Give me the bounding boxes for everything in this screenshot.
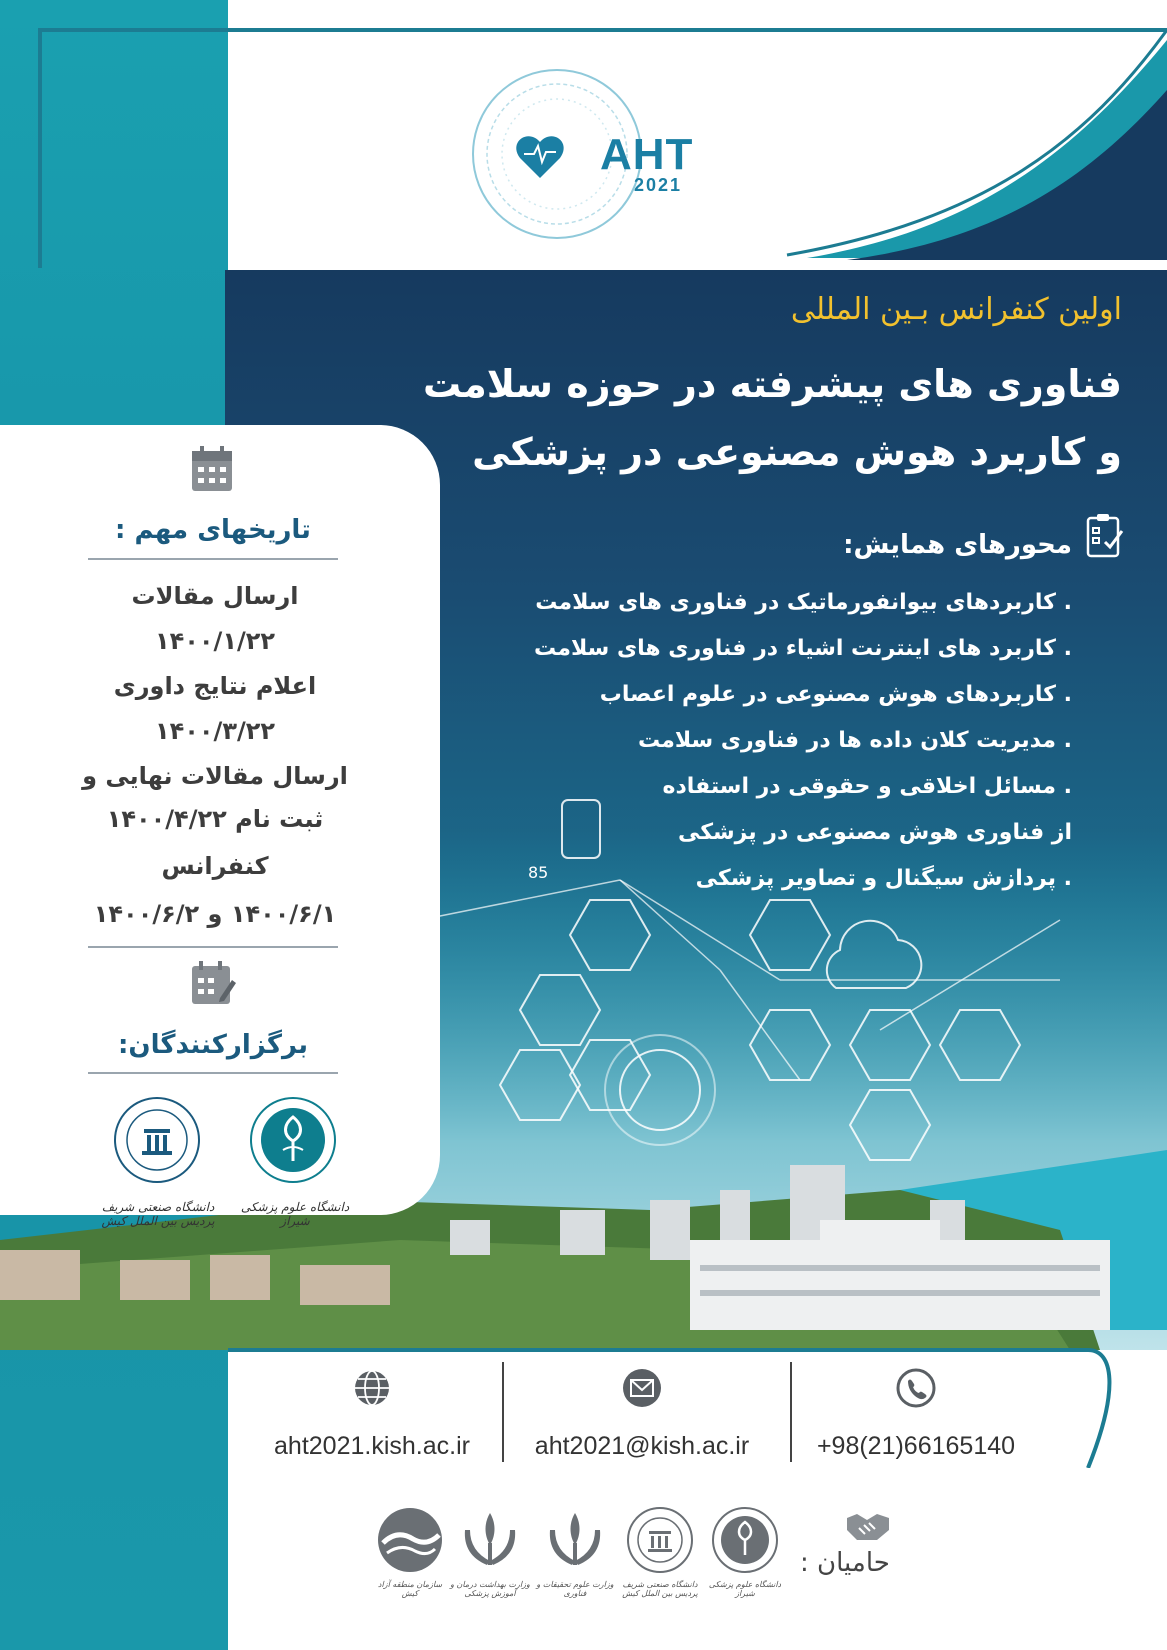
divider [88,558,338,560]
calendar-icon [190,445,234,493]
shiraz-caption: دانشگاه علوم پزشکی شیراز [240,1200,350,1228]
science-ministry-emblem [540,1505,610,1575]
shiraz-medical-university-logo [710,1505,780,1575]
date-label: ارسال مقالات نهایی و [82,762,348,790]
logo-title: AHT [600,130,694,179]
phone-icon [896,1368,936,1408]
dates-heading: تاریخهای مهم : [115,515,311,545]
health-ministry-emblem [455,1505,525,1575]
date-value: ثبت نام ۱۴۰۰/۴/۲۲ [106,805,324,833]
calendar-edit-icon [190,960,236,1006]
topic-item: . مسائل اخلاقی و حقوقی در استفاده [662,774,1072,799]
shiraz-medical-university-logo [248,1095,338,1185]
topic-item: از فناوری هوش مصنوعی در پزشکی [677,820,1072,845]
topic-item: . کاربردهای بیوانفورماتیک در فناوری های سلامت [535,590,1072,615]
handshake-icon [845,1510,891,1544]
phone-number: +98(21)66165140 [816,1432,1016,1460]
divider [88,1072,338,1074]
conference-title-line1: فناوری های پیشرفته در حوزه سلامت [423,362,1122,406]
topic-item: . کاربردهای هوش مصنوعی در علوم اعصاب [599,682,1072,707]
divider [502,1362,504,1462]
sharif-university-logo [625,1505,695,1575]
mail-icon [622,1368,662,1408]
clipboard-checklist-icon [1085,512,1125,558]
email-link[interactable]: aht2021@kish.ac.ir [534,1432,750,1460]
sharif-university-logo [112,1095,202,1185]
conference-title-line2: و کاربرد هوش مصنوعی در پزشکی [472,430,1122,474]
date-value: ۱۴۰۰/۱/۲۲ [154,627,276,655]
sponsor-caption: وزارت علوم تحقیقات و فناوری [536,1580,614,1598]
left-border-line [38,28,42,268]
topics-list [372,580,1072,902]
topic-item: . کاربرد های اینترنت اشیاء در فناوری های سلامت [534,636,1072,661]
topic-item: . مدیریت کلان داده ها در فناوری سلامت [637,728,1072,753]
divider [88,946,338,948]
organizers-heading: برگزارکنندگان: [118,1030,308,1060]
conference-subtitle: اولین کنفرانس بـین المللی [790,292,1122,327]
date-value: ۱۴۰۰/۶/۱ و ۱۴۰۰/۶/۲ [93,900,337,928]
sponsors-label: حامیان : [800,1548,890,1578]
globe-icon [352,1368,392,1408]
date-label: ارسال مقالات [131,582,299,610]
website-link[interactable]: aht2021.kish.ac.ir [274,1432,470,1460]
date-value: ۱۴۰۰/۳/۲۲ [154,717,276,745]
kish-free-zone-logo [375,1505,445,1575]
sponsor-caption: وزارت بهداشت درمان و آموزش پزشکی [450,1580,530,1598]
svg-text:85: 85 [528,863,549,882]
sharif-caption: دانشگاه صنعتی شریف پردیس بین الملل کیش [101,1200,215,1228]
sponsor-caption: دانشگاه صنعتی شریف پردیس بین الملل کیش [622,1580,698,1598]
topic-item: . پردازش سیگنال و تصاویر پزشکی [695,866,1072,891]
sponsor-caption: سازمان منطقه آزاد کیش [377,1580,443,1598]
date-label: اعلام نتایج داوری [113,672,317,700]
date-label: کنفرانس [161,852,269,880]
logo-year: 2021 [634,175,683,195]
sponsor-caption: دانشگاه علوم پزشکی شیراز [708,1580,782,1598]
topics-heading: محورهای همایش: [843,530,1072,560]
decorative-wave [747,30,1167,260]
